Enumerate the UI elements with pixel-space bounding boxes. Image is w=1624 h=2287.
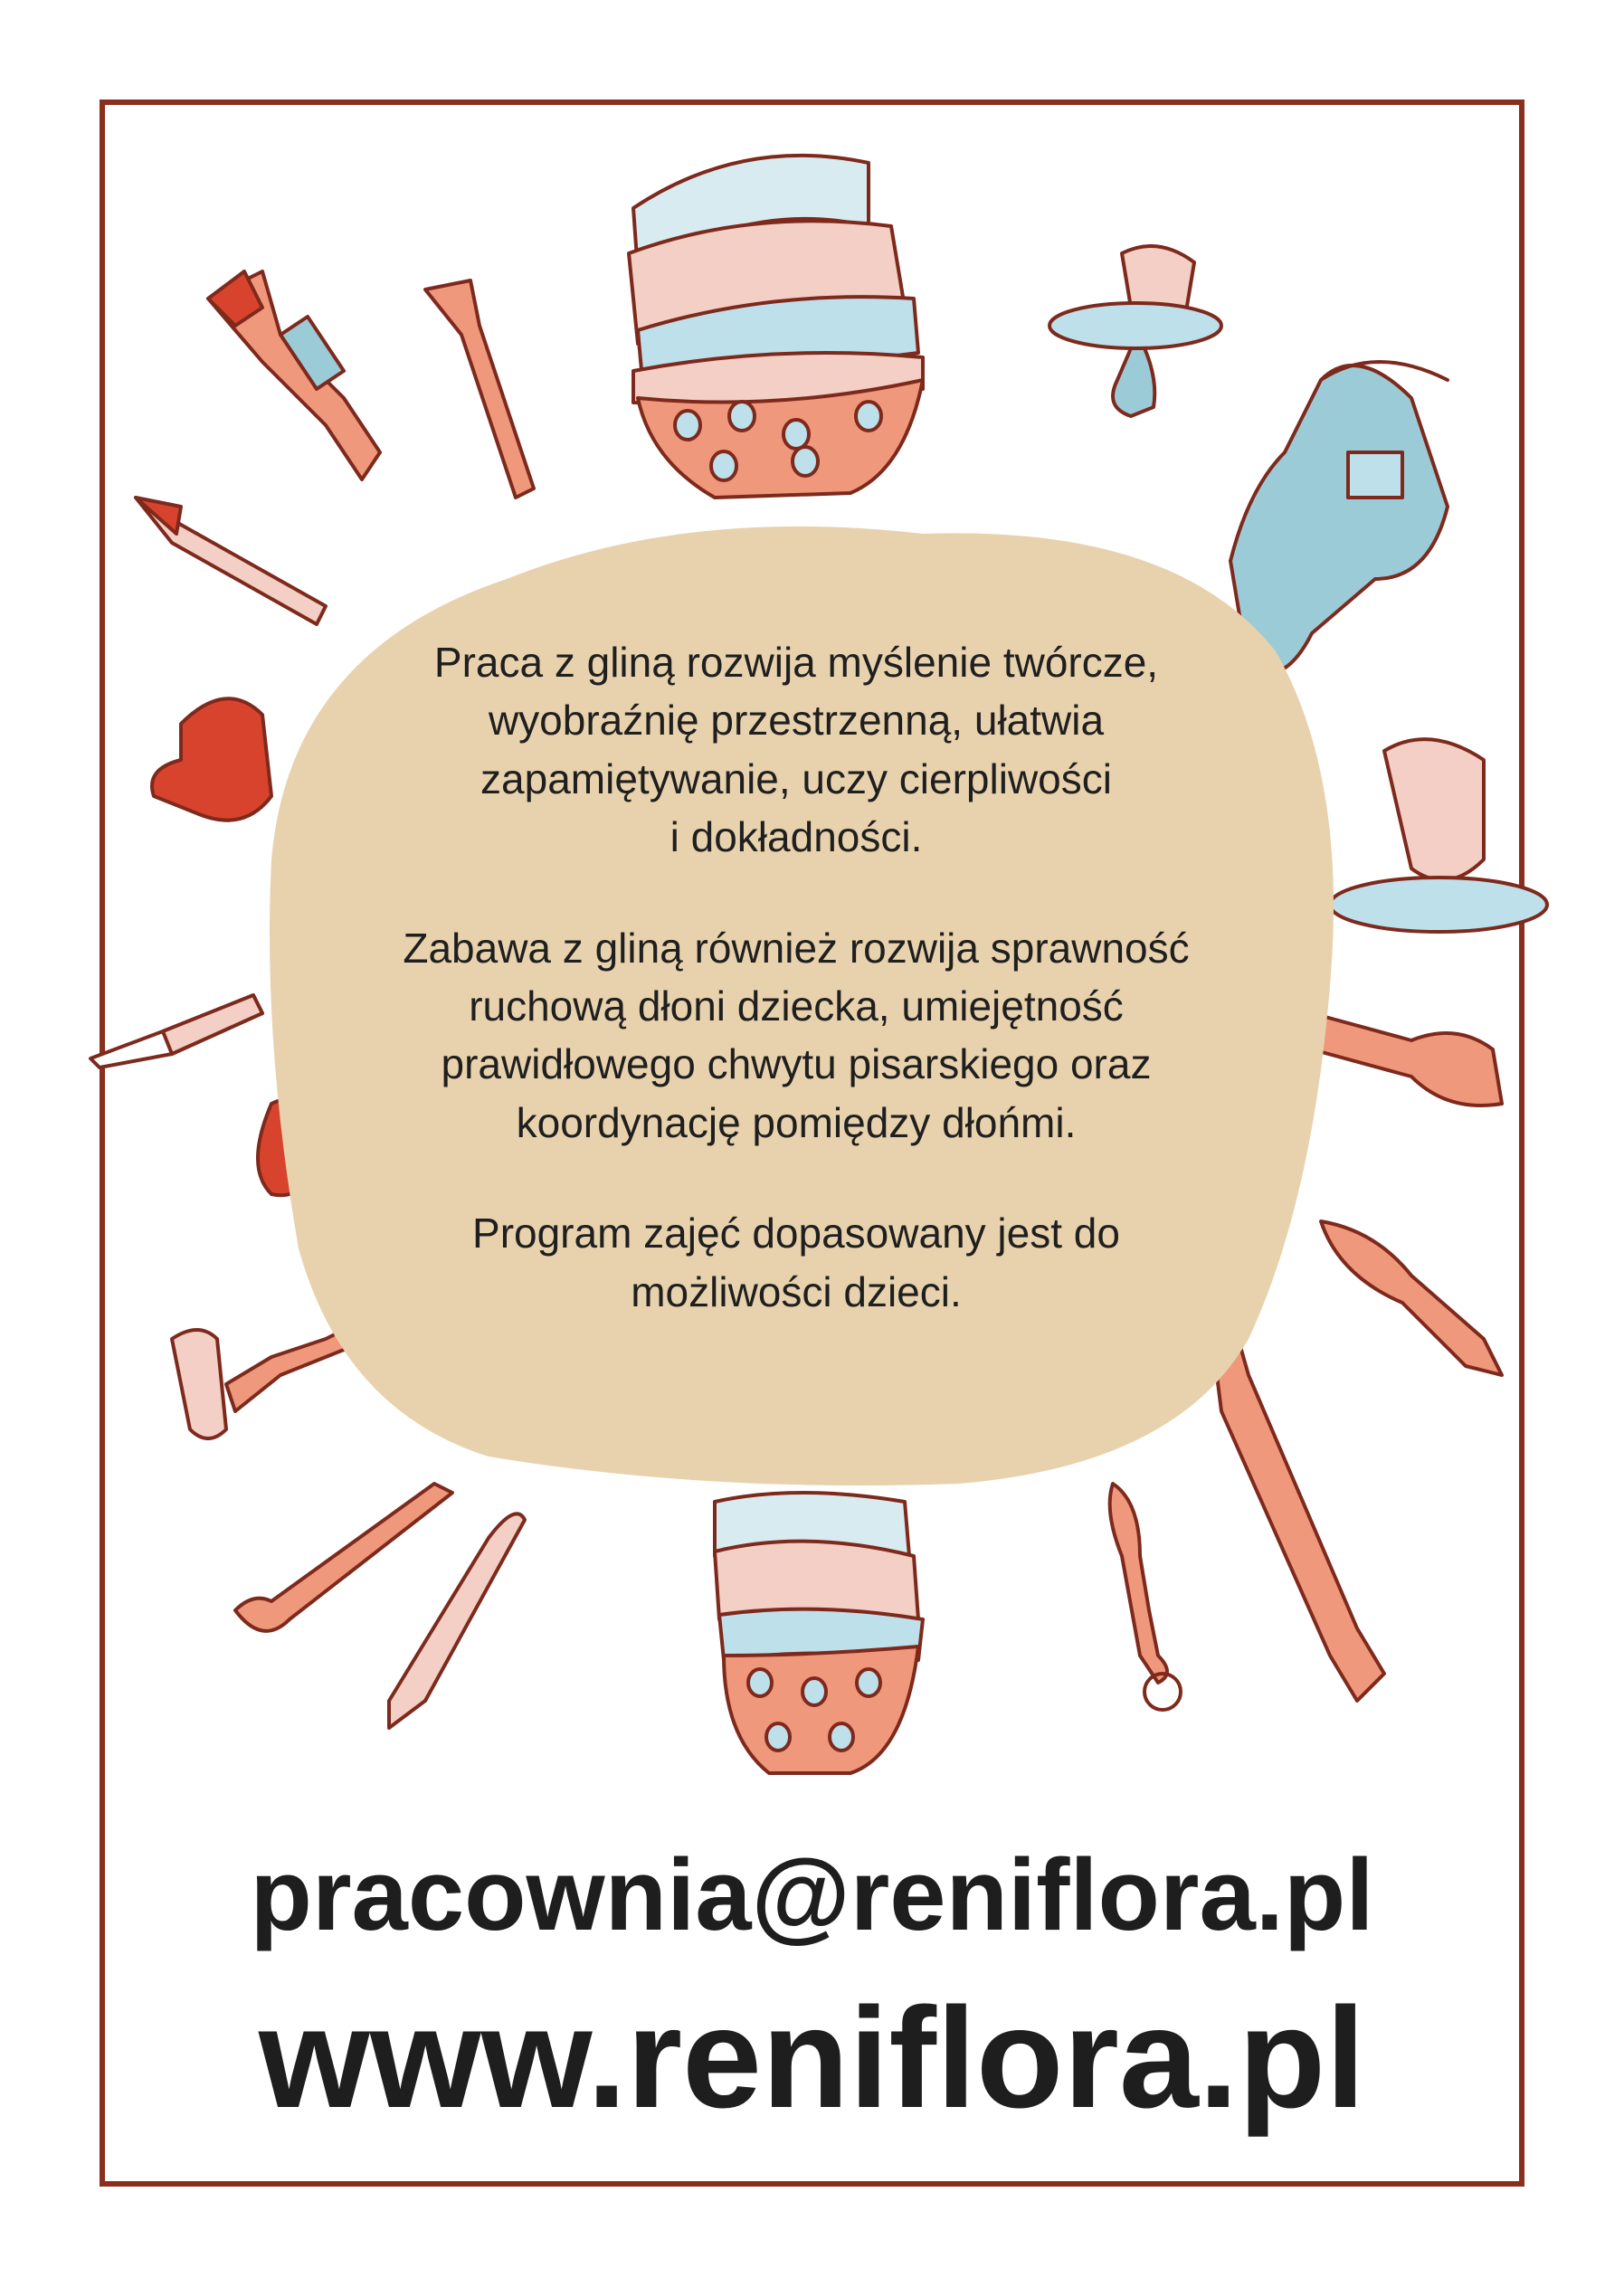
apron-icon	[1230, 362, 1448, 674]
paragraph-2: Zabawa z gliną również rozwija sprawność ruchową dłoni dziecka, umiejętność prawidłowego chwytu pisarskiego oraz koordynację pomiędzy dłońmi.	[403, 924, 1190, 1146]
cup-on-stand-icon	[1049, 246, 1221, 416]
clay-tool-icon	[1110, 1484, 1181, 1710]
teacup-icon	[1330, 739, 1547, 932]
email-link[interactable]: pracownia@reniflora.pl	[250, 1838, 1374, 1951]
website-link[interactable]: www.reniflora.pl	[258, 1979, 1366, 2138]
bowl-stack-bottom-icon	[715, 1493, 923, 1773]
loop-tool-icon	[425, 280, 534, 498]
brush-icon	[1312, 1013, 1502, 1106]
fine-brush-icon	[136, 498, 326, 624]
paragraph-1: Praca z gliną rozwija myślenie twórcze, wyobraźnię przestrzenną, ułatwia zapamiętywanie, uczy cierpliwości i dokładności.	[433, 639, 1159, 861]
description-text	[271, 633, 1321, 1373]
bowl-stack-icon	[629, 156, 923, 498]
rasp-icon	[90, 995, 262, 1068]
paragraph-3: Program zajęć dopasowany jest do możliwości dzieci.	[472, 1210, 1120, 1315]
paintbrush-icon	[208, 271, 380, 479]
pottery-knife-icon	[235, 1484, 525, 1728]
jug-icon	[152, 698, 271, 820]
palette-knife-icon	[1321, 1221, 1502, 1375]
